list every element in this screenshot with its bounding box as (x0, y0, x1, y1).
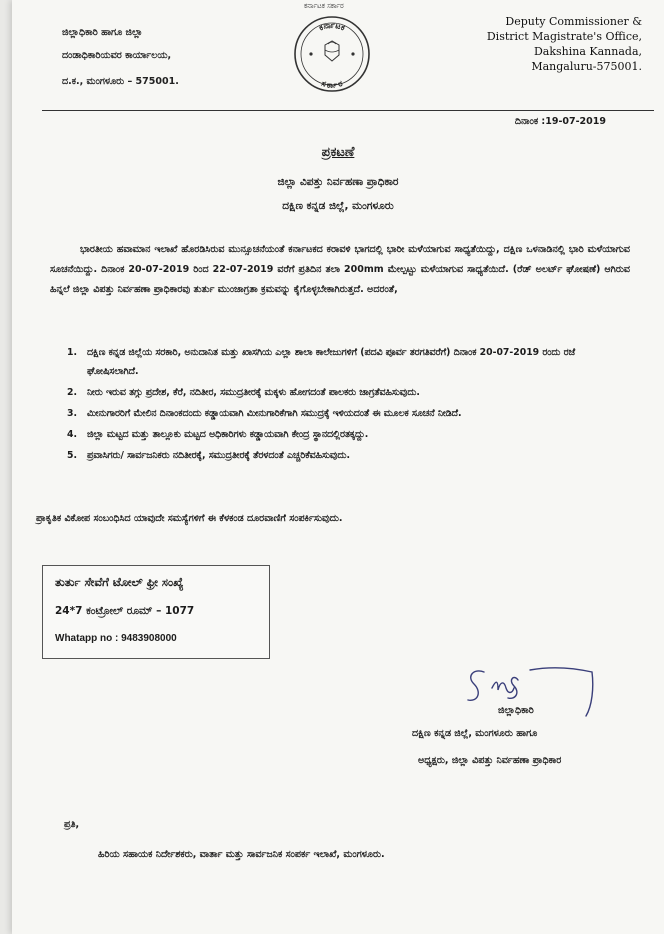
document-date: ದಿನಾಂಕ :19-07-2019 (514, 116, 606, 127)
list-item-number: 3. (67, 408, 78, 419)
document-page (12, 0, 664, 934)
office-english-line-3: Dakshina Kannada, (533, 45, 642, 58)
list-item (67, 343, 627, 381)
signatory-line-1: ದಕ್ಷಿಣ ಕನ್ನಡ ಜಿಲ್ಲೆ, ಮಂಗಳೂರು ಹಾಗೂ (412, 728, 538, 739)
office-name-kannada-line-1: ಜಿಲ್ಲಾಧಿಕಾರಿ ಹಾಗೂ ಜಿಲ್ಲಾ (62, 27, 143, 38)
contact-instruction: ಪ್ರಾಕೃತಿಕ ವಿಕೋಪ ಸಂಬಂಧಿಸಿದ ಯಾವುದೇ ಸಮಸ್ಯೆಗಳಿಗೆ ಈ ಕೆಳಕಂಡ ದೂರವಾಣಿಗೆ ಸಂಪರ್ಕಿಸುವುದು. (36, 513, 343, 524)
list-item (67, 425, 627, 444)
list-item-text: ಪ್ರವಾಸಿಗರು/ ಸಾರ್ವಜನಿಕರು ನದಿತೀರಕ್ಕೆ, ಸಮುದ್ರತೀರಕ್ಕೆ ತೆರಳದಂತೆ ಎಚ್ಚರಿಕೆವಹಿಸುವುದು. (87, 450, 351, 461)
notice-title: ಪ್ರಕಟಣೆ (321, 145, 355, 160)
svg-text:ಸರ್ಕಾರ (320, 79, 344, 90)
list-item (67, 383, 627, 402)
whatsapp-number: Whatapp no : 9483908000 (55, 633, 177, 644)
list-item (67, 404, 627, 423)
authority-name: ಜಿಲ್ಲಾ ವಿಪತ್ತು ನಿರ್ವಹಣಾ ಪ್ರಾಧಿಕಾರ (277, 176, 399, 188)
header-divider (42, 110, 654, 111)
office-english-line-4: Mangaluru-575001. (531, 60, 642, 73)
list-item-text: ಜಿಲ್ಲಾ ಮಟ್ಟದ ಮತ್ತು ತಾಲ್ಲೂಕು ಮಟ್ಟದ ಅಧಿಕಾರಿಗಳು ಕಡ್ಡಾಯವಾಗಿ ಕೇಂದ್ರ ಸ್ಥಾನದಲ್ಲಿರತಕ್ಕದ್ದು. (87, 429, 369, 440)
office-name-kannada-line-2: ದಂಡಾಧಿಕಾರಿಯವರ ಕಾರ್ಯಾಲಯ, (62, 50, 172, 61)
district-name: ದಕ್ಷಿಣ ಕನ್ನಡ ಜಿಲ್ಲೆ, ಮಂಗಳೂರು (282, 200, 394, 212)
list-item-number: 5. (67, 450, 78, 461)
seal-top-text: ಕರ್ನಾಟಕ (317, 20, 347, 33)
list-item-number: 4. (67, 429, 78, 440)
list-item-number: 2. (67, 387, 78, 398)
control-room-number: 24*7 ಕಂಟ್ರೋಲ್ ರೂಮ್ – 1077 (55, 605, 195, 617)
helpline-heading: ತುರ್ತು ಸೇವೆಗೆ ಟೋಲ್ ಫ್ರೀ ಸಂಖ್ಯೆ (55, 575, 184, 589)
office-english-line-2: District Magistrate's Office, (486, 30, 642, 43)
office-address-kannada: ದ.ಕ., ಮಂಗಳೂರು – 575001. (62, 76, 179, 87)
body-paragraph-text: ಭಾರತೀಯ ಹವಾಮಾನ ಇಲಾಖೆ ಹೊರಡಿಸಿರುವ ಮುನ್ಸೂಚನೆಯಂತೆ ಕರ್ನಾಟಕದ ಕರಾವಳಿ ಭಾಗದಲ್ಲಿ ಭಾರೀ ಮಳೆಯಾಗುವ ಸಾಧ್ಯತೆಯಿದ್ದು, ದಕ್ಷಿಣ ಒಳನಾಡಿನಲ್ಲಿ ಭಾರಿ ಮಳೆಯಾಗುವ ಸೂಚನೆಯಿದ್ದು. ದಿನಾಂಕ 20-07-2019 ರಿಂದ 22-07-2019 ವರೆಗೆ ಪ್ರತಿದಿನ ತಲಾ 200mm ಮೇಲ್ಪಟ್ಟು ಮಳೆಯಾಗುವ ಸಾಧ್ಯತೆಯಿದೆ. (ರೆಡ್ ಅಲರ್ಟ್ ಘೋಷಣೆ) ಆಗಿರುವ ಹಿನ್ನಲೆ ಜಿಲ್ಲಾ ವಿಪತ್ತು ನಿರ್ವಹಣಾ ಪ್ರಾಧಿಕಾರವು ತುರ್ತು ಮುಂಜಾಗ್ರತಾ ಕ್ರಮವನ್ನು ಕೈಗೊಳ್ಳಬೇಕಾಗಿರುತ್ತದೆ. ಅದರಂತೆ, (50, 244, 630, 295)
signatory-line-2: ಅಧ್ಯಕ್ಷರು, ಜಿಲ್ಲಾ ವಿಪತ್ತು ನಿರ್ವಹಣಾ ಪ್ರಾಧಿಕಾರ (418, 755, 562, 766)
signatory-title: ಜಿಲ್ಲಾಧಿಕಾರಿ (498, 705, 534, 716)
office-english-line-1: Deputy Commissioner & (505, 15, 642, 28)
office-name-english (452, 14, 642, 74)
instructions-list (67, 343, 627, 467)
svg-text:ಕರ್ನಾಟಕ (318, 21, 347, 33)
body-paragraph (50, 240, 630, 300)
seal-bottom-text: ಸರ್ಕಾರ (320, 78, 344, 90)
list-item-number: 1. (67, 347, 78, 358)
list-item-text: ನೀರು ಇರುವ ತಗ್ಗು ಪ್ರದೇಶ, ಕೆರೆ, ನದಿತೀರ, ಸಮುದ್ರತೀರಕ್ಕೆ ಮಕ್ಕಳು ಹೋಗದಂತೆ ಪಾಲಕರು ಜಾಗ್ರತೆವಹಿಸುವುದು. (87, 387, 420, 398)
karnataka-emblem-seal-icon (292, 14, 372, 94)
list-item (67, 446, 627, 465)
copy-recipient: ಹಿರಿಯ ಸಹಾಯಕ ನಿರ್ದೇಶಕರು, ವಾರ್ತಾ ಮತ್ತು ಸಾರ್ವಜನಿಕ ಸಂಪರ್ಕ ಇಲಾಖೆ, ಮಂಗಳೂರು. (98, 849, 385, 860)
copy-label: ಪ್ರತಿ, (64, 819, 80, 830)
list-item-text: ಮೀನುಗಾರರಿಗೆ ಮೇಲಿನ ದಿನಾಂಕದಂದು ಕಡ್ಡಾಯವಾಗಿ ಮೀನುಗಾರಿಕೆಗಾಗಿ ಸಮುದ್ರಕ್ಕೆ ಇಳಿಯದಂತೆ ಈ ಮೂಲಕ ಸೂಚನೆ ನೀಡಿದೆ. (87, 408, 462, 419)
helpline-box (42, 565, 270, 659)
govt-top-label: ಕರ್ನಾಟಕ ಸರ್ಕಾರ (304, 2, 344, 10)
list-item-text: ದಕ್ಷಿಣ ಕನ್ನಡ ಜಿಲ್ಲೆಯ ಸರಕಾರಿ, ಅನುದಾನಿತ ಮತ್ತು ಖಾಸಗಿಯ ಎಲ್ಲಾ ಶಾಲಾ ಕಾಲೇಜುಗಳಿಗೆ (ಪದವಿ ಪೂರ್ವ ತರಗತಿವರೆಗೆ) ದಿನಾಂಕ 20-07-2019 ರಂದು ರಜೆ ಘೋಷಿಸಲಾಗಿದೆ. (87, 347, 576, 377)
